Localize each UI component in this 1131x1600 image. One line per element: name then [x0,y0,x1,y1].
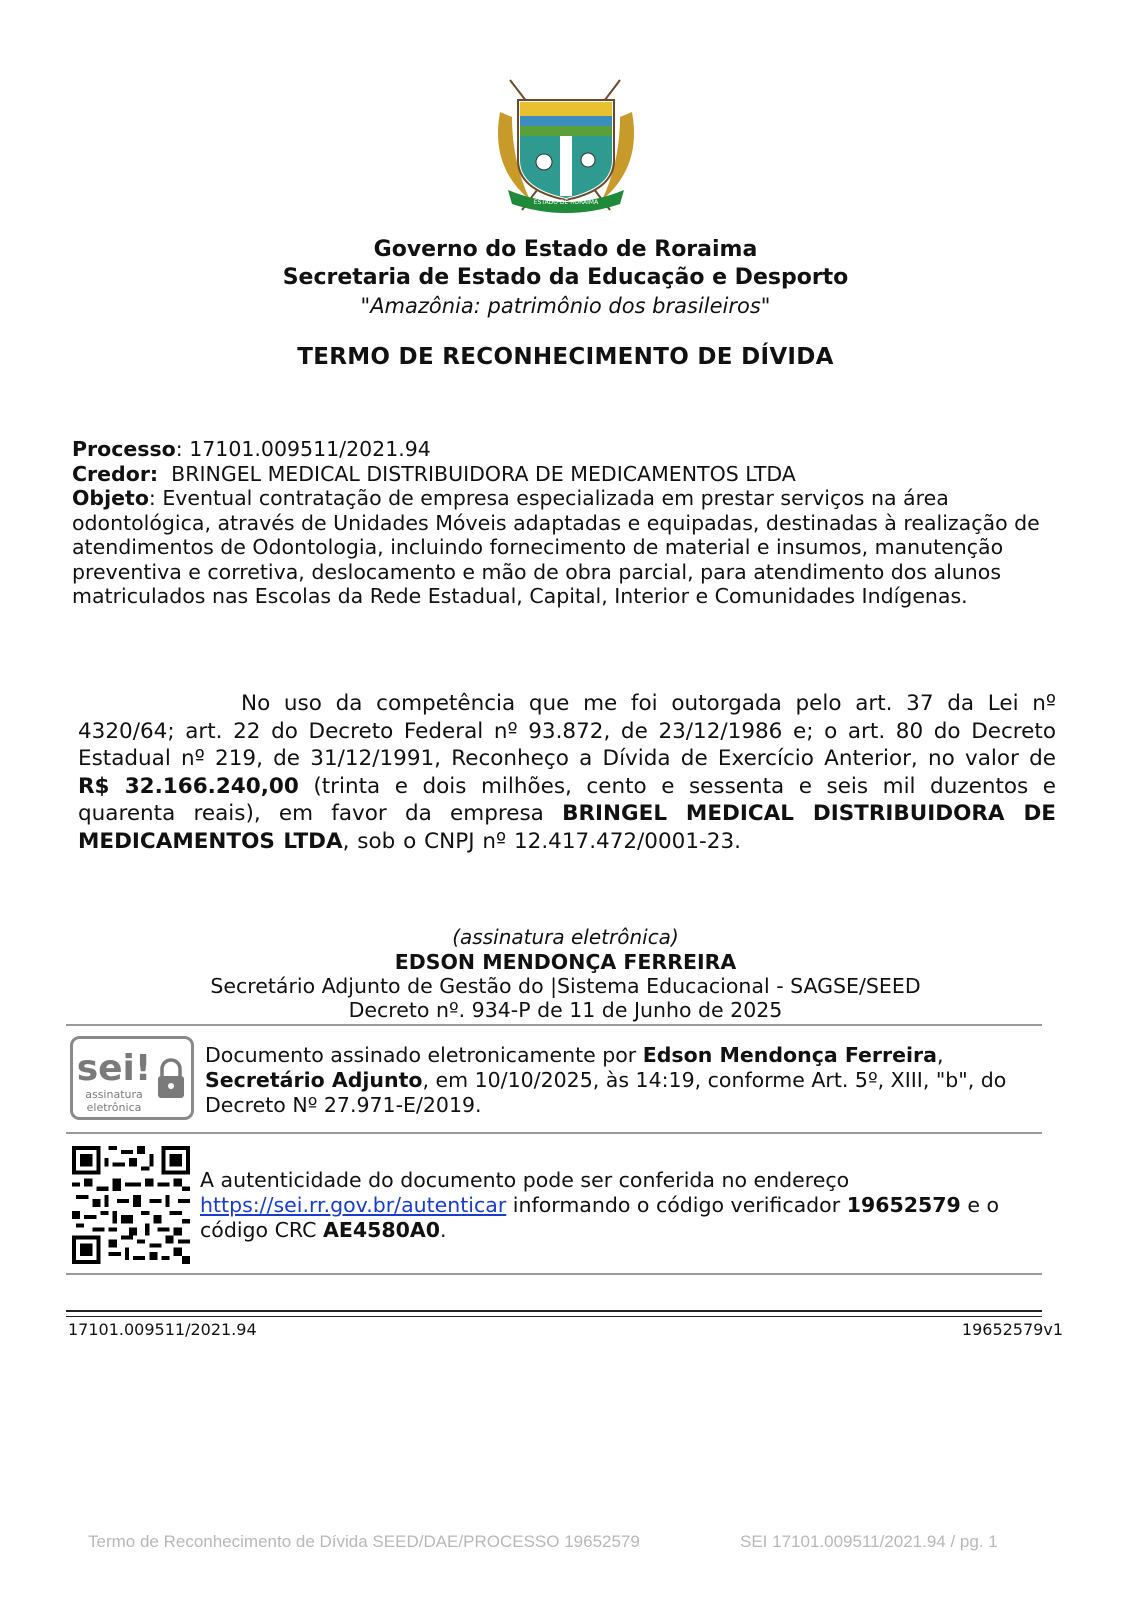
verification-code: 19652579 [846,1193,961,1217]
sei-logo [70,1036,194,1120]
credor-label: Credor: [72,461,159,486]
process-info [72,437,1072,609]
debt-amount: R$ 32.166.240,00 [78,773,299,799]
footer-double-rule [66,1310,1042,1317]
body-text-1: No uso da competência que me foi outorgada pelo art. 37 da Lei nº 4320/64; art. 22 do Decreto Federal nº 93.872, de 23/12/1986 e; o art. 80 do Decreto Estadual nº 219, de 31/12/1991, Reconheço a Dívida de Exercício Anterior, no valor de [78,691,1056,771]
crc-code: AE4580A0 [322,1218,441,1242]
objeto-label: Objeto [72,486,149,510]
signer-link-name: Edson Mendonça Ferreira [642,1043,937,1067]
signer-role: Secretário Adjunto de Gestão do |Sistema Educacional - SAGSE/SEED [210,974,921,998]
government-name: Governo do Estado de Roraima [373,237,758,262]
footer-process-number: 17101.009511/2021.94 [68,1320,257,1339]
signer-name: EDSON MENDONÇA FERREIRA [394,950,737,974]
processo-line [72,437,1072,462]
qr-code [72,1146,190,1264]
document-title: TERMO DE RECONHECIMENTO DE DÍVIDA [297,344,834,370]
signer-decree: Decreto nº. 934-P de 11 de Junho de 2025 [348,998,783,1022]
footer-doc-version: 19652579v1 [961,1320,1063,1339]
signature-note: (assinatura eletrônica) [452,925,679,949]
sign-text-1: Documento assinado eletronicamente por [205,1043,643,1067]
sign-text-2: , [937,1043,944,1067]
motto: "Amazônia: patrimônio dos brasileiros" [360,294,771,318]
sei-logo-text: sei! [76,1048,152,1089]
processo-value: : 17101.009511/2021.94 [175,437,431,461]
recognition-paragraph [78,690,1056,855]
auth-text-3: e o código CRC [200,1193,999,1242]
credor-value: BRINGEL MEDICAL DISTRIBUIDORA DE MEDICAMENTOS LTDA [158,461,796,486]
authenticate-link[interactable]: https://sei.rr.gov.br/autenticar [200,1193,507,1217]
auth-text-1: A autenticidade do documento pode ser conferida no endereço [200,1168,850,1192]
page-footer-number: SEI 17101.009511/2021.94 / pg. 1 [740,1532,998,1551]
crest-ribbon-text: ESTADO DE RORAIMA [533,199,599,206]
electronic-signature-info [205,1043,1060,1118]
secretariat-name: Secretaria de Estado da Educação e Desporto [282,265,849,290]
auth-text-2: informando o código verificador [506,1193,847,1217]
body-text-3: , sob o CNPJ nº 12.417.472/0001-23. [342,828,741,854]
auth-text-4: . [440,1218,447,1242]
company-name: BRINGEL MEDICAL DISTRIBUIDORA DE MEDICAMENTOS LTDA [78,801,1056,854]
sei-logo-sub1: assinatura [85,1088,143,1101]
sign-text-3: , em 10/10/2025, às 14:19, conforme Art. 5º, XIII, "b", do Decreto Nº 27.971-E/2019. [205,1068,1007,1117]
state-coat-of-arms [490,72,642,220]
objeto-line [72,486,1072,609]
page-footer-title: Termo de Reconhecimento de Dívida SEED/DAE/PROCESSO 19652579 [88,1532,640,1551]
credor-line [72,462,1072,487]
objeto-value: : Eventual contratação de empresa especializada em prestar serviços na área odontológica, através de Unidades Móveis adaptadas e equipadas, destinadas à realização de atendimentos de Odontologia, incluindo fornecimento de material e insumos, manutenção preventiva e corretiva, deslocamento e mão de obra parcial, para atendimento dos alunos matriculados nas Escolas da Rede Estadual, Capital, Interior e Comunidades Indígenas. [72,486,1040,608]
processo-label: Processo [72,437,176,461]
sei-logo-sub2: eletrônica [86,1101,142,1114]
authenticity-info [200,1168,1060,1243]
divider-bottom [66,1273,1042,1275]
body-text-2: (trinta e dois milhões, cento e sessenta e seis mil duzentos e quarenta reais), em favor da empresa [78,773,1056,826]
divider-middle [66,1132,1042,1134]
divider-top [66,1024,1042,1026]
signer-link-role: Secretário Adjunto [205,1068,423,1092]
